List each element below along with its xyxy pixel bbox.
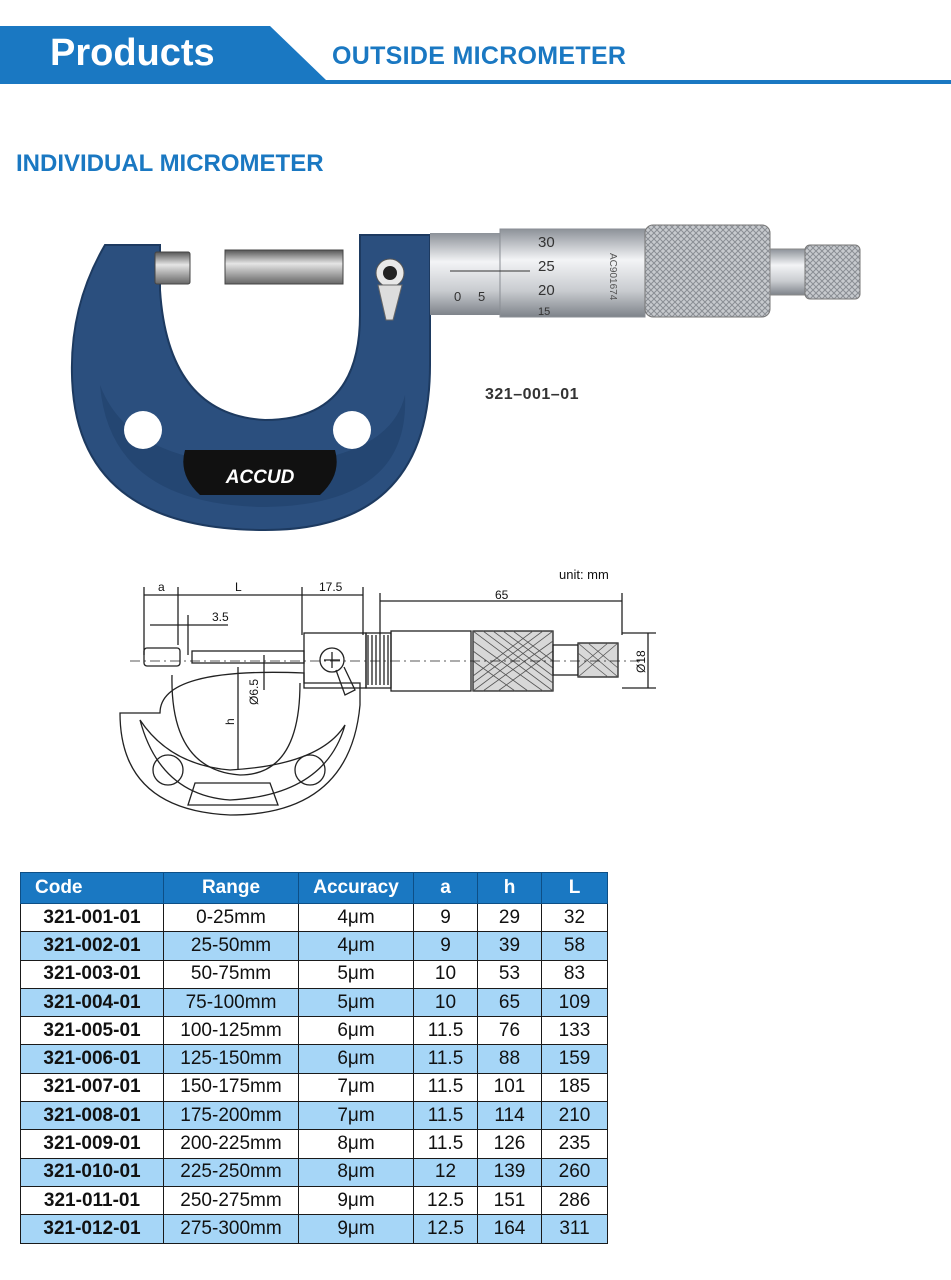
cell-a: 10 (414, 960, 478, 988)
cell-accuracy: 5μm (299, 960, 414, 988)
table-row (21, 1158, 608, 1186)
cell-h: 101 (478, 1073, 542, 1101)
serial-number: AC901674 (607, 253, 618, 301)
cell-L: 133 (542, 1017, 608, 1045)
table-row (21, 1073, 608, 1101)
cell-h: 151 (478, 1186, 542, 1214)
cell-h: 164 (478, 1215, 542, 1243)
thimble-mark: 25 (538, 258, 555, 275)
thimble-mark: 15 (538, 306, 551, 318)
cell-a: 11.5 (414, 1102, 478, 1130)
table-header-row (21, 873, 608, 904)
cell-a: 10 (414, 988, 478, 1016)
cell-range: 100-125mm (164, 1017, 299, 1045)
dim-17-5: 17.5 (319, 580, 343, 594)
cell-range: 225-250mm (164, 1158, 299, 1186)
sleeve-mark: 5 (478, 289, 486, 304)
cell-a: 12 (414, 1158, 478, 1186)
table-row (21, 932, 608, 960)
header-title: Products (50, 32, 215, 74)
cell-code: 321-006-01 (21, 1045, 164, 1073)
cell-a: 11.5 (414, 1017, 478, 1045)
cell-range: 275-300mm (164, 1215, 299, 1243)
cell-code: 321-010-01 (21, 1158, 164, 1186)
table-row (21, 1130, 608, 1158)
cell-accuracy: 6μm (299, 1045, 414, 1073)
brand-logo: ACCUD (225, 467, 295, 488)
technical-drawing (100, 555, 680, 855)
dim-3-5: 3.5 (212, 610, 229, 624)
cell-accuracy: 4μm (299, 904, 414, 932)
cell-h: 76 (478, 1017, 542, 1045)
table-row (21, 1045, 608, 1073)
cell-range: 50-75mm (164, 960, 299, 988)
cell-accuracy: 5μm (299, 988, 414, 1016)
table-row (21, 1017, 608, 1045)
cell-range: 200-225mm (164, 1130, 299, 1158)
cell-a: 11.5 (414, 1073, 478, 1101)
cell-code: 321-005-01 (21, 1017, 164, 1045)
spec-table (20, 872, 608, 1244)
header-accuracy: Accuracy (299, 873, 414, 904)
cell-a: 11.5 (414, 1045, 478, 1073)
table-row (21, 988, 608, 1016)
cell-range: 0-25mm (164, 904, 299, 932)
cell-code: 321-012-01 (21, 1215, 164, 1243)
cell-code: 321-001-01 (21, 904, 164, 932)
header-L: L (542, 873, 608, 904)
cell-code: 321-011-01 (21, 1186, 164, 1214)
cell-h: 114 (478, 1102, 542, 1130)
unit-label: unit: mm (559, 567, 609, 582)
cell-h: 29 (478, 904, 542, 932)
cell-L: 32 (542, 904, 608, 932)
thimble-mark: 30 (538, 234, 555, 251)
cell-code: 321-003-01 (21, 960, 164, 988)
cell-accuracy: 8μm (299, 1158, 414, 1186)
dim-L: L (235, 580, 242, 594)
cell-h: 65 (478, 988, 542, 1016)
dim-dia-18: Ø18 (634, 650, 648, 673)
cell-h: 53 (478, 960, 542, 988)
section-title: INDIVIDUAL MICROMETER (16, 150, 324, 177)
cell-code: 321-002-01 (21, 932, 164, 960)
cell-code: 321-007-01 (21, 1073, 164, 1101)
cell-h: 39 (478, 932, 542, 960)
table-row (21, 904, 608, 932)
cell-range: 25-50mm (164, 932, 299, 960)
cell-L: 286 (542, 1186, 608, 1214)
cell-a: 12.5 (414, 1186, 478, 1214)
cell-h: 88 (478, 1045, 542, 1073)
cell-L: 109 (542, 988, 608, 1016)
cell-range: 250-275mm (164, 1186, 299, 1214)
cell-accuracy: 8μm (299, 1130, 414, 1158)
header-range: Range (164, 873, 299, 904)
cell-L: 210 (542, 1102, 608, 1130)
cell-L: 235 (542, 1130, 608, 1158)
header-subtitle: OUTSIDE MICROMETER (332, 42, 627, 70)
cell-a: 9 (414, 904, 478, 932)
cell-range: 175-200mm (164, 1102, 299, 1130)
cell-h: 139 (478, 1158, 542, 1186)
header-code: Code (21, 873, 164, 904)
cell-L: 185 (542, 1073, 608, 1101)
cell-a: 12.5 (414, 1215, 478, 1243)
cell-range: 75-100mm (164, 988, 299, 1016)
dim-dia-6-5: Ø6.5 (247, 678, 261, 705)
micrometer-photo (60, 215, 870, 535)
thimble-mark: 20 (538, 282, 555, 299)
cell-accuracy: 9μm (299, 1215, 414, 1243)
cell-a: 11.5 (414, 1130, 478, 1158)
cell-a: 9 (414, 932, 478, 960)
sleeve-mark: 0 (454, 289, 462, 304)
table-row (21, 1215, 608, 1243)
cell-h: 126 (478, 1130, 542, 1158)
cell-range: 125-150mm (164, 1045, 299, 1073)
dim-h: h (223, 718, 237, 725)
cell-accuracy: 7μm (299, 1102, 414, 1130)
cell-accuracy: 9μm (299, 1186, 414, 1214)
cell-code: 321-008-01 (21, 1102, 164, 1130)
header-a: a (414, 873, 478, 904)
cell-L: 311 (542, 1215, 608, 1243)
table-row (21, 1186, 608, 1214)
cell-L: 159 (542, 1045, 608, 1073)
cell-accuracy: 6μm (299, 1017, 414, 1045)
cell-range: 150-175mm (164, 1073, 299, 1101)
header-h: h (478, 873, 542, 904)
cell-L: 58 (542, 932, 608, 960)
dim-a: a (158, 580, 165, 594)
cell-accuracy: 4μm (299, 932, 414, 960)
cell-L: 83 (542, 960, 608, 988)
model-code: 321–001–01 (485, 386, 579, 403)
cell-L: 260 (542, 1158, 608, 1186)
table-row (21, 1102, 608, 1130)
table-row (21, 960, 608, 988)
cell-code: 321-009-01 (21, 1130, 164, 1158)
cell-accuracy: 7μm (299, 1073, 414, 1101)
cell-code: 321-004-01 (21, 988, 164, 1016)
header-banner (0, 0, 951, 84)
dim-65: 65 (495, 588, 509, 602)
